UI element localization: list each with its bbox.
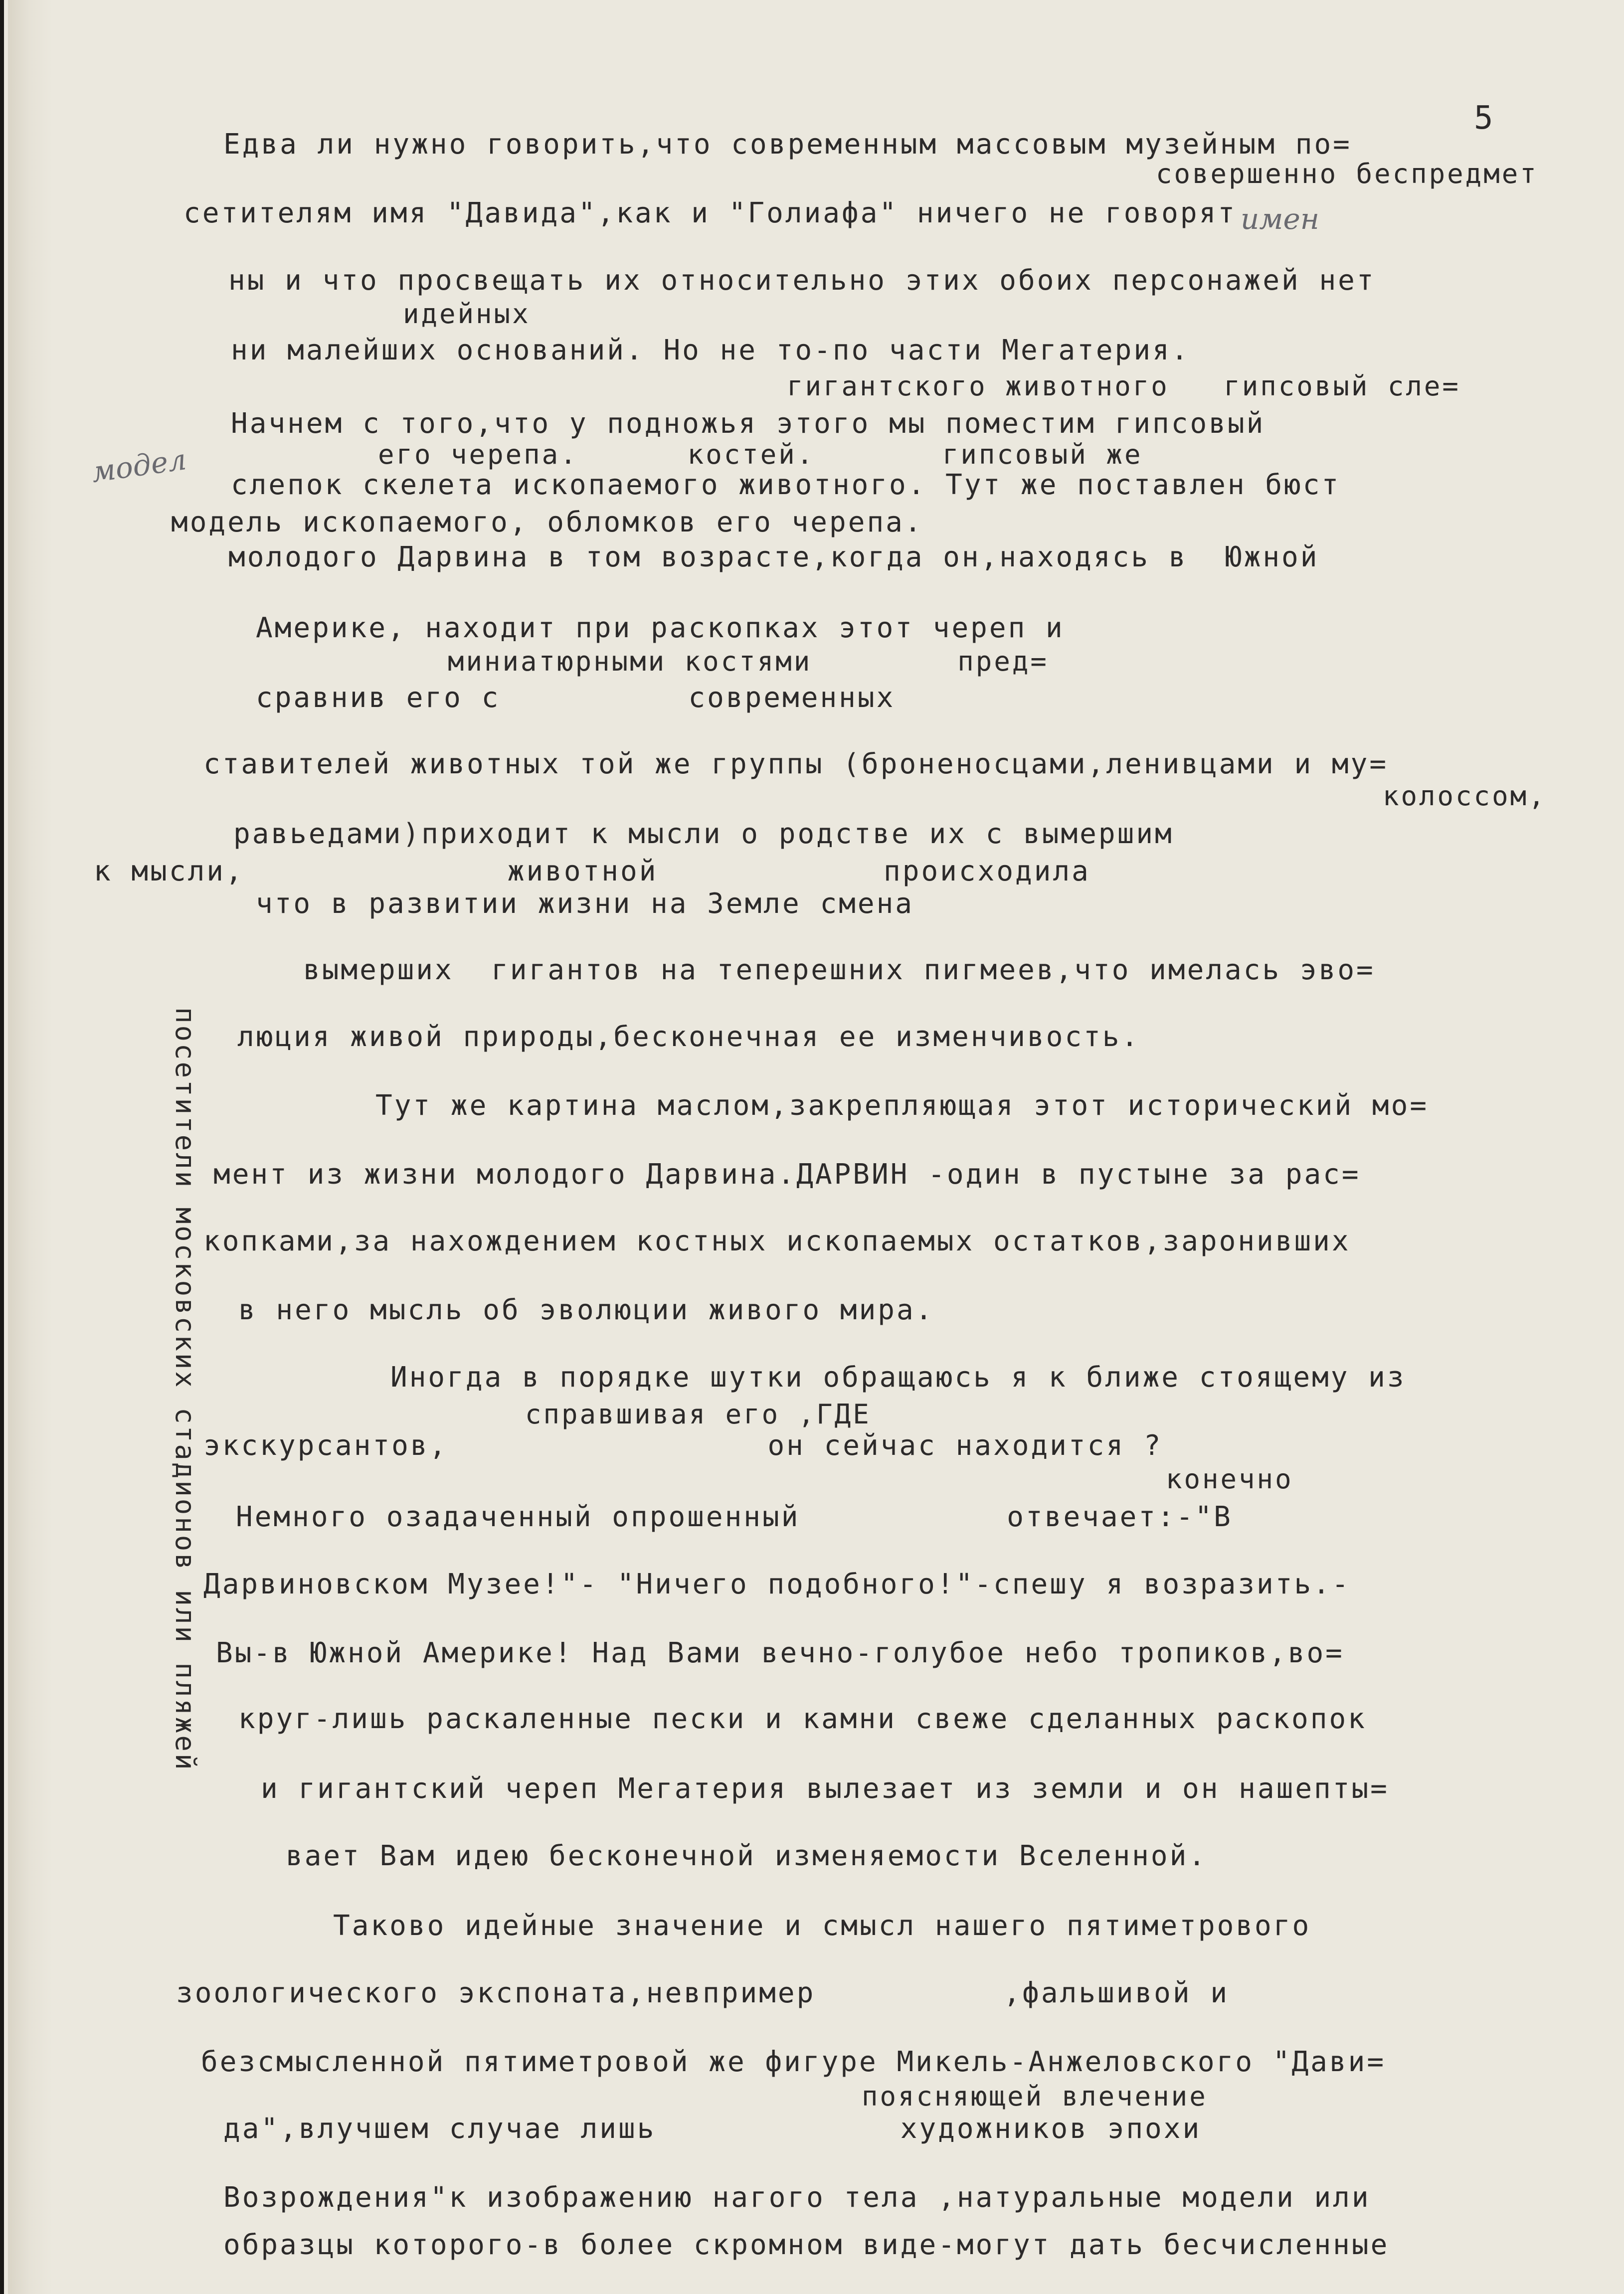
text-line: Вы-в Южной Америке! Над Вами вечно-голубое небо тропиков,во= xyxy=(216,1637,1344,1669)
text-line: Немного озадаченный опрошенный отвечает:-"В xyxy=(236,1501,1233,1533)
page-spine xyxy=(8,0,53,2294)
text-line-insert: миниатюрными костями пред= xyxy=(448,646,1049,677)
text-line: равьедами)приходит к мысли о родстве их с вымершим xyxy=(233,818,1174,850)
text-line: образцы которого-в более скромном виде-могут дать бесчисленные xyxy=(223,2229,1390,2261)
text-line-insert: идейных xyxy=(403,298,531,330)
handwritten-note-margin: модел xyxy=(89,442,188,489)
text-line: да",влучшем случае лишь художников эпохи xyxy=(223,2113,1202,2145)
text-line: Едва ли нужно говорить,что современным массовым музейным по= xyxy=(223,128,1352,161)
text-line: ни малейших оснований. Но не то-по части Мегатерия. xyxy=(231,334,1190,366)
text-line-insert: гигантского животного гипсовый сле= xyxy=(787,370,1460,402)
text-line-insert: справшивая его ,ГДЕ xyxy=(525,1399,871,1430)
text-line: Таково идейные значение и смысл нашего пятиметрового xyxy=(333,1910,1311,1942)
page-number: 5 xyxy=(1474,100,1495,137)
text-line-insert: конечно xyxy=(1166,1463,1293,1495)
text-line: ставителей животных той же группы (броненосцами,ленивцами и му= xyxy=(203,748,1389,780)
text-line: Тут же картина маслом,закрепляющая этот исторический мо= xyxy=(375,1089,1429,1122)
text-line: экскурсантов, он сейчас находится ? xyxy=(203,1429,1163,1462)
handwritten-note-top: имен xyxy=(1241,202,1319,236)
text-line: что в развитии жизни на Земле смена xyxy=(256,887,914,920)
vertical-margin-note: посетители московских стадионов или пляжей xyxy=(170,1007,201,1772)
text-line: сетителям имя "Давида",как и "Голиафа" ничего не говорят xyxy=(183,197,1237,229)
text-line: ны и что просвещать их относительно этих обоих персонажей нет xyxy=(228,264,1376,297)
text-line: безсмысленной пятиметровой же фигуре Микель-Анжеловского "Дави= xyxy=(201,2046,1386,2078)
text-line: модель ископаемого, обломков его черепа. xyxy=(171,506,923,538)
text-line-insert: его черепа. костей. гипсовый же xyxy=(378,439,1143,470)
text-line: мент из жизни молодого Дарвина.ДАРВИН -один в пустыне за рас= xyxy=(213,1158,1361,1191)
text-line: Дарвиновском Музее!"- "Ничего подобного!"-спешу я возразить.- xyxy=(203,1568,1351,1600)
text-line: вымерших гигантов на теперешних пигмеев,что имелась эво= xyxy=(303,954,1375,986)
text-line: копками,за нахождением костных ископаемых остатков,заронивших xyxy=(203,1225,1351,1257)
text-line: Америке, находит при раскопках этот череп и xyxy=(256,612,1065,644)
text-line: круг-лишь раскаленные пески и камни свеже сделанных раскопок xyxy=(238,1703,1367,1735)
text-line: сравнив его с современных xyxy=(256,682,896,714)
text-line: слепок скелета ископаемого животного. Тут же поставлен бюст xyxy=(231,469,1341,501)
text-line: зоологического экспоната,невпример ,фальшивой и xyxy=(176,1977,1230,2009)
text-line: Начнем с того,что у подножья этого мы поместим гипсовый xyxy=(231,407,1265,440)
text-line: и гигантский череп Мегатерия вылезает из земли и он нашепты= xyxy=(261,1772,1389,1805)
text-line: люция живой природы,бесконечная ее изменчивость. xyxy=(237,1021,1140,1053)
text-line-insert: поясняющей влечение xyxy=(862,2081,1208,2112)
text-line: вает Вам идею бесконечной изменяемости Вселенной. xyxy=(286,1840,1208,1872)
text-line-insert: совершенно беспредмет xyxy=(1156,158,1538,189)
text-line: молодого Дарвина в том возрасте,когда он,находясь в Южной xyxy=(228,541,1319,573)
text-line: к мысли, животной происходила xyxy=(94,855,1090,887)
text-line: Иногда в порядке шутки обращаюсь я к ближе стоящему из xyxy=(390,1361,1406,1394)
text-line: Возрождения"к изображению нагого тела ,натуральные модели или xyxy=(223,2181,1371,2214)
text-line-insert: колоссом, xyxy=(1383,780,1547,812)
text-line: в него мысль об эволюции живого мира. xyxy=(238,1294,934,1326)
